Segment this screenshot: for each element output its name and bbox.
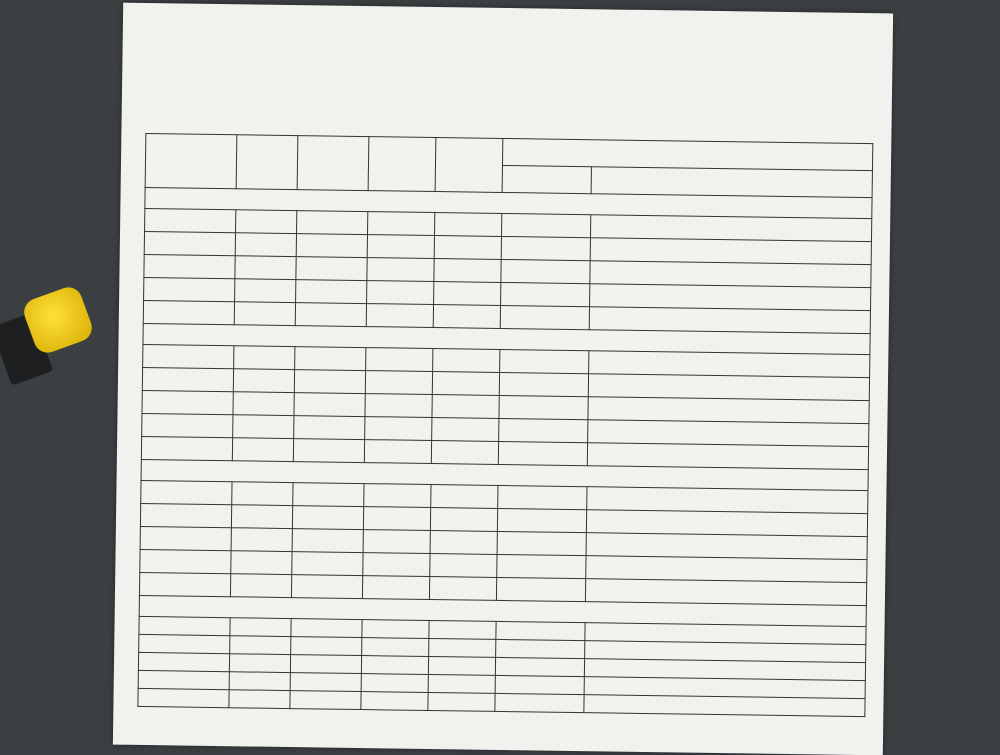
pressure-cell xyxy=(295,347,366,371)
result-fill-cell xyxy=(500,349,589,373)
results-table-body xyxy=(138,187,872,716)
time-cell xyxy=(233,392,294,416)
result-fill-cell xyxy=(499,372,588,396)
result-fill-cell xyxy=(498,441,587,465)
tolerance-cell xyxy=(430,553,497,577)
tolerance-cell xyxy=(433,349,500,373)
time-cell xyxy=(231,528,292,552)
time-cell xyxy=(231,505,292,529)
fill-cell xyxy=(363,530,430,554)
pressure-cell xyxy=(291,637,362,656)
result-fill-cell xyxy=(500,305,589,329)
pressure-cell xyxy=(291,575,362,599)
pressure-cell xyxy=(294,393,365,417)
fill-cell xyxy=(364,484,431,508)
result-fill-cell xyxy=(501,259,590,283)
tolerance-cell xyxy=(431,441,498,465)
stage-cell xyxy=(145,208,236,232)
stage-cell xyxy=(138,652,229,671)
time-cell xyxy=(233,369,294,393)
stage-cell xyxy=(138,670,229,689)
pressure-cell xyxy=(294,416,365,440)
result-fill-cell xyxy=(499,418,588,442)
stage-cell xyxy=(144,277,235,301)
pressure-cell xyxy=(295,303,366,327)
pressure-cell xyxy=(292,529,363,553)
fill-cell xyxy=(361,656,428,675)
tolerance-cell xyxy=(429,576,496,600)
stage-cell xyxy=(144,254,235,278)
time-cell xyxy=(235,279,296,303)
fill-cell xyxy=(361,674,428,693)
col-result-fill-header xyxy=(502,165,591,193)
tolerance-cell xyxy=(430,531,497,555)
stage-cell xyxy=(142,390,233,414)
result-fill-cell xyxy=(497,531,586,555)
stage-cell xyxy=(140,549,231,573)
tolerance-cell xyxy=(434,282,501,306)
pressure-cell xyxy=(290,691,361,710)
pressure-cell xyxy=(293,439,364,463)
fill-cell xyxy=(363,507,430,531)
pressure-cell xyxy=(294,370,365,394)
tolerance-cell xyxy=(429,638,496,657)
tolerance-cell xyxy=(432,372,499,396)
result-fill-cell xyxy=(497,508,586,532)
results-table xyxy=(137,133,873,717)
time-cell xyxy=(234,346,295,370)
col-tolerance-header xyxy=(435,138,503,193)
result-fill-cell xyxy=(497,554,586,578)
pressure-cell xyxy=(291,619,362,638)
pressure-cell xyxy=(292,506,363,530)
col-time-header xyxy=(236,135,298,190)
pressure-cell xyxy=(293,483,364,507)
result-fill-cell xyxy=(496,577,585,601)
result-fill-cell xyxy=(501,236,590,260)
result-fill-cell xyxy=(495,693,584,712)
col-pressure-header xyxy=(297,136,369,191)
fill-cell xyxy=(364,440,431,464)
fill-cell xyxy=(366,348,433,372)
time-cell xyxy=(229,672,290,691)
result-fill-cell xyxy=(496,621,585,640)
tolerance-cell xyxy=(434,259,501,283)
time-cell xyxy=(232,438,293,462)
col-result-note-header xyxy=(591,167,872,198)
tolerance-cell xyxy=(428,674,495,693)
time-cell xyxy=(235,256,296,280)
fill-cell xyxy=(367,281,434,305)
tolerance-cell xyxy=(433,305,500,329)
time-cell xyxy=(230,574,291,598)
result-fill-cell xyxy=(496,639,585,658)
stage-cell xyxy=(139,572,230,596)
fill-cell xyxy=(368,212,435,236)
col-fill-header xyxy=(368,137,436,192)
pressure-cell xyxy=(297,211,368,235)
result-fill-cell xyxy=(495,657,584,676)
result-fill-cell xyxy=(495,675,584,694)
stage-cell xyxy=(142,413,233,437)
pressure-cell xyxy=(290,673,361,692)
stage-cell xyxy=(143,344,234,368)
fill-cell xyxy=(367,235,434,259)
tolerance-cell xyxy=(432,418,499,442)
tolerance-cell xyxy=(428,656,495,675)
time-cell xyxy=(235,233,296,257)
fill-cell xyxy=(361,692,428,711)
stage-cell xyxy=(143,300,234,324)
fill-cell xyxy=(362,576,429,600)
result-fill-cell xyxy=(501,282,590,306)
fill-cell xyxy=(362,638,429,657)
stage-cell xyxy=(140,503,231,527)
pressure-cell xyxy=(296,257,367,281)
tolerance-cell xyxy=(434,213,501,237)
pressure-cell xyxy=(296,234,367,258)
fill-cell xyxy=(363,553,430,577)
pressure-cell xyxy=(296,280,367,304)
stage-cell xyxy=(138,688,229,707)
tolerance-cell xyxy=(434,236,501,260)
stage-cell xyxy=(140,526,231,550)
stage-cell xyxy=(142,367,233,391)
pressure-cell xyxy=(292,552,363,576)
fill-cell xyxy=(365,371,432,395)
time-cell xyxy=(232,482,293,506)
time-cell xyxy=(229,654,290,673)
time-cell xyxy=(236,210,297,234)
time-cell xyxy=(230,636,291,655)
col-stage-header xyxy=(145,133,237,188)
fill-cell xyxy=(367,258,434,282)
fill-cell xyxy=(362,620,429,639)
stage-cell xyxy=(141,436,232,460)
time-cell xyxy=(230,618,291,637)
tolerance-cell xyxy=(432,395,499,419)
test-report-sheet xyxy=(113,3,893,755)
stage-cell xyxy=(139,634,230,653)
time-cell xyxy=(233,415,294,439)
result-fill-cell xyxy=(498,485,587,509)
tolerance-cell xyxy=(429,620,496,639)
result-note-cell xyxy=(584,695,865,717)
time-cell xyxy=(234,302,295,326)
fill-cell xyxy=(365,417,432,441)
tolerance-cell xyxy=(431,485,498,509)
fill-cell xyxy=(365,394,432,418)
tolerance-cell xyxy=(428,692,495,711)
pressure-cell xyxy=(290,655,361,674)
time-cell xyxy=(229,690,290,709)
stage-cell xyxy=(141,480,232,504)
tolerance-cell xyxy=(430,508,497,532)
stage-cell xyxy=(144,231,235,255)
fill-cell xyxy=(366,304,433,328)
result-fill-cell xyxy=(499,395,588,419)
stage-cell xyxy=(139,616,230,635)
result-fill-cell xyxy=(501,213,590,237)
time-cell xyxy=(231,551,292,575)
